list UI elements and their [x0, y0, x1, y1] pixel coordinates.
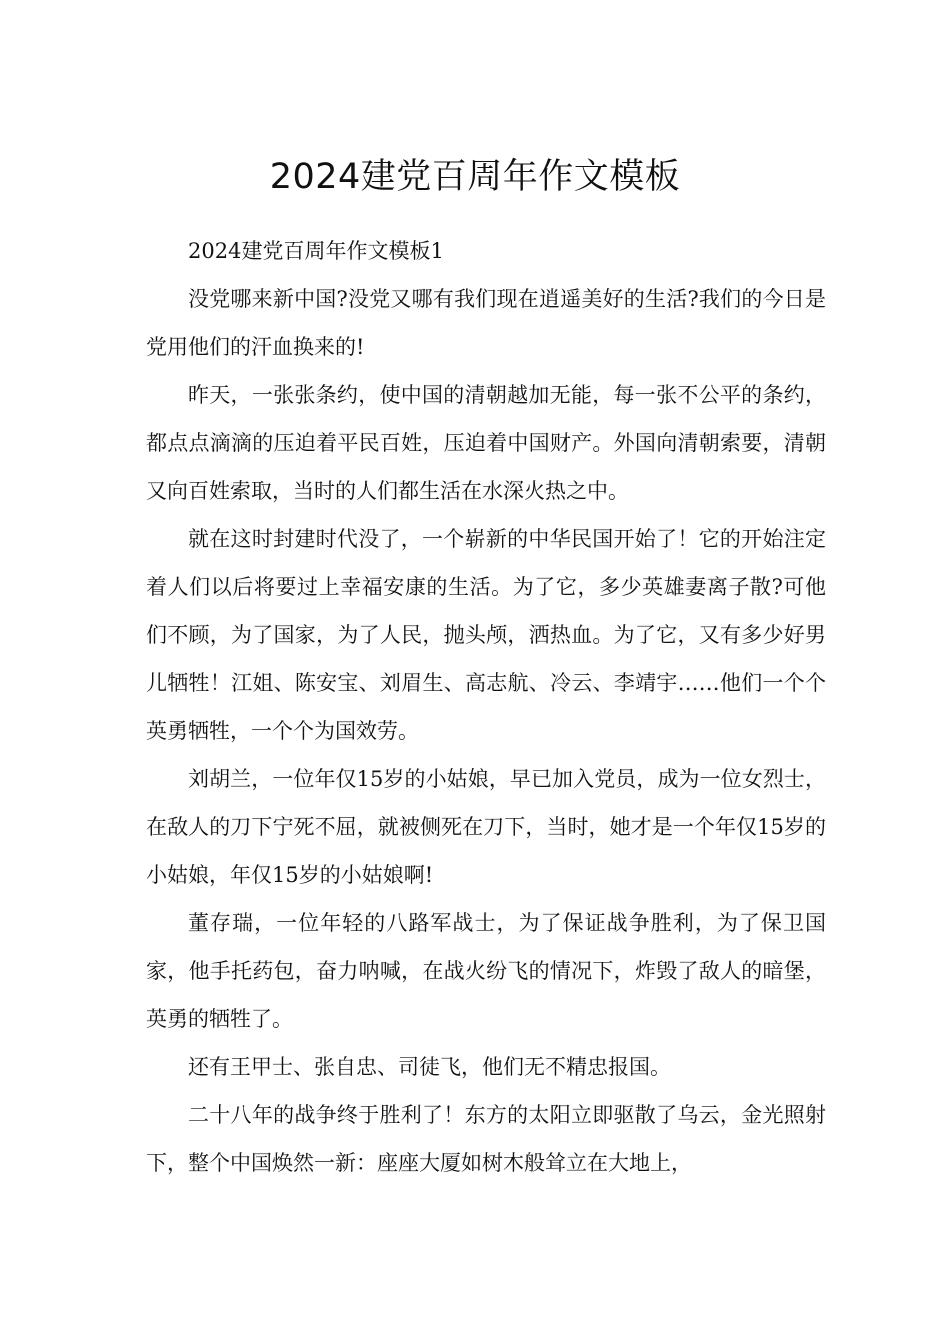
paragraph: 昨天，一张张条约，使中国的清朝越加无能，每一张不公平的条约，都点点滴滴的压迫着平民百姓，压迫着中国财产。外国向清朝索要，清朝又向百姓索取，当时的人们都生活在水深火热之中。 [146, 383, 826, 503]
paragraph: 董存瑞，一位年轻的八路军战士，为了保证战争胜利，为了保卫国家，他手托药包，奋力呐喊，在战火纷飞的情况下，炸毁了敌人的暗堡，英勇的牺牲了。 [146, 911, 826, 1031]
paragraph: 就在这时封建时代没了，一个崭新的中华民国开始了！它的开始注定着人们以后将要过上幸福安康的生活。为了它，多少英雄妻离子散?可他们不顾，为了国家，为了人民，抛头颅，洒热血。为了它，又有多少好男儿牺牲！江姐、陈安宝、刘眉生、高志航、冷云、李靖宇……他们一个个英勇牺牲，一个个为国效劳。 [146, 527, 826, 743]
paragraph: 二十八年的战争终于胜利了！东方的太阳立即驱散了乌云，金光照射下，整个中国焕然一新：座座大厦如树木般耸立在大地上， [146, 1103, 826, 1175]
paragraph: 还有王甲士、张自忠、司徒飞，他们无不精忠报国。 [188, 1055, 671, 1079]
paragraph: 没党哪来新中国?没党又哪有我们现在逍遥美好的生活?我们的今日是党用他们的汗血换来的! [146, 287, 826, 359]
paragraph-subtitle: 2024建党百周年作文模板1 [188, 239, 444, 263]
document-title: 2024建党百周年作文模板 [269, 157, 681, 198]
document-body [146, 227, 826, 1187]
paragraph: 刘胡兰，一位年仅15岁的小姑娘，早已加入党员，成为一位女烈士，在敌人的刀下宁死不屈，就被侧死在刀下，当时，她才是一个年仅15岁的小姑娘，年仅15岁的小姑娘啊! [146, 767, 826, 887]
